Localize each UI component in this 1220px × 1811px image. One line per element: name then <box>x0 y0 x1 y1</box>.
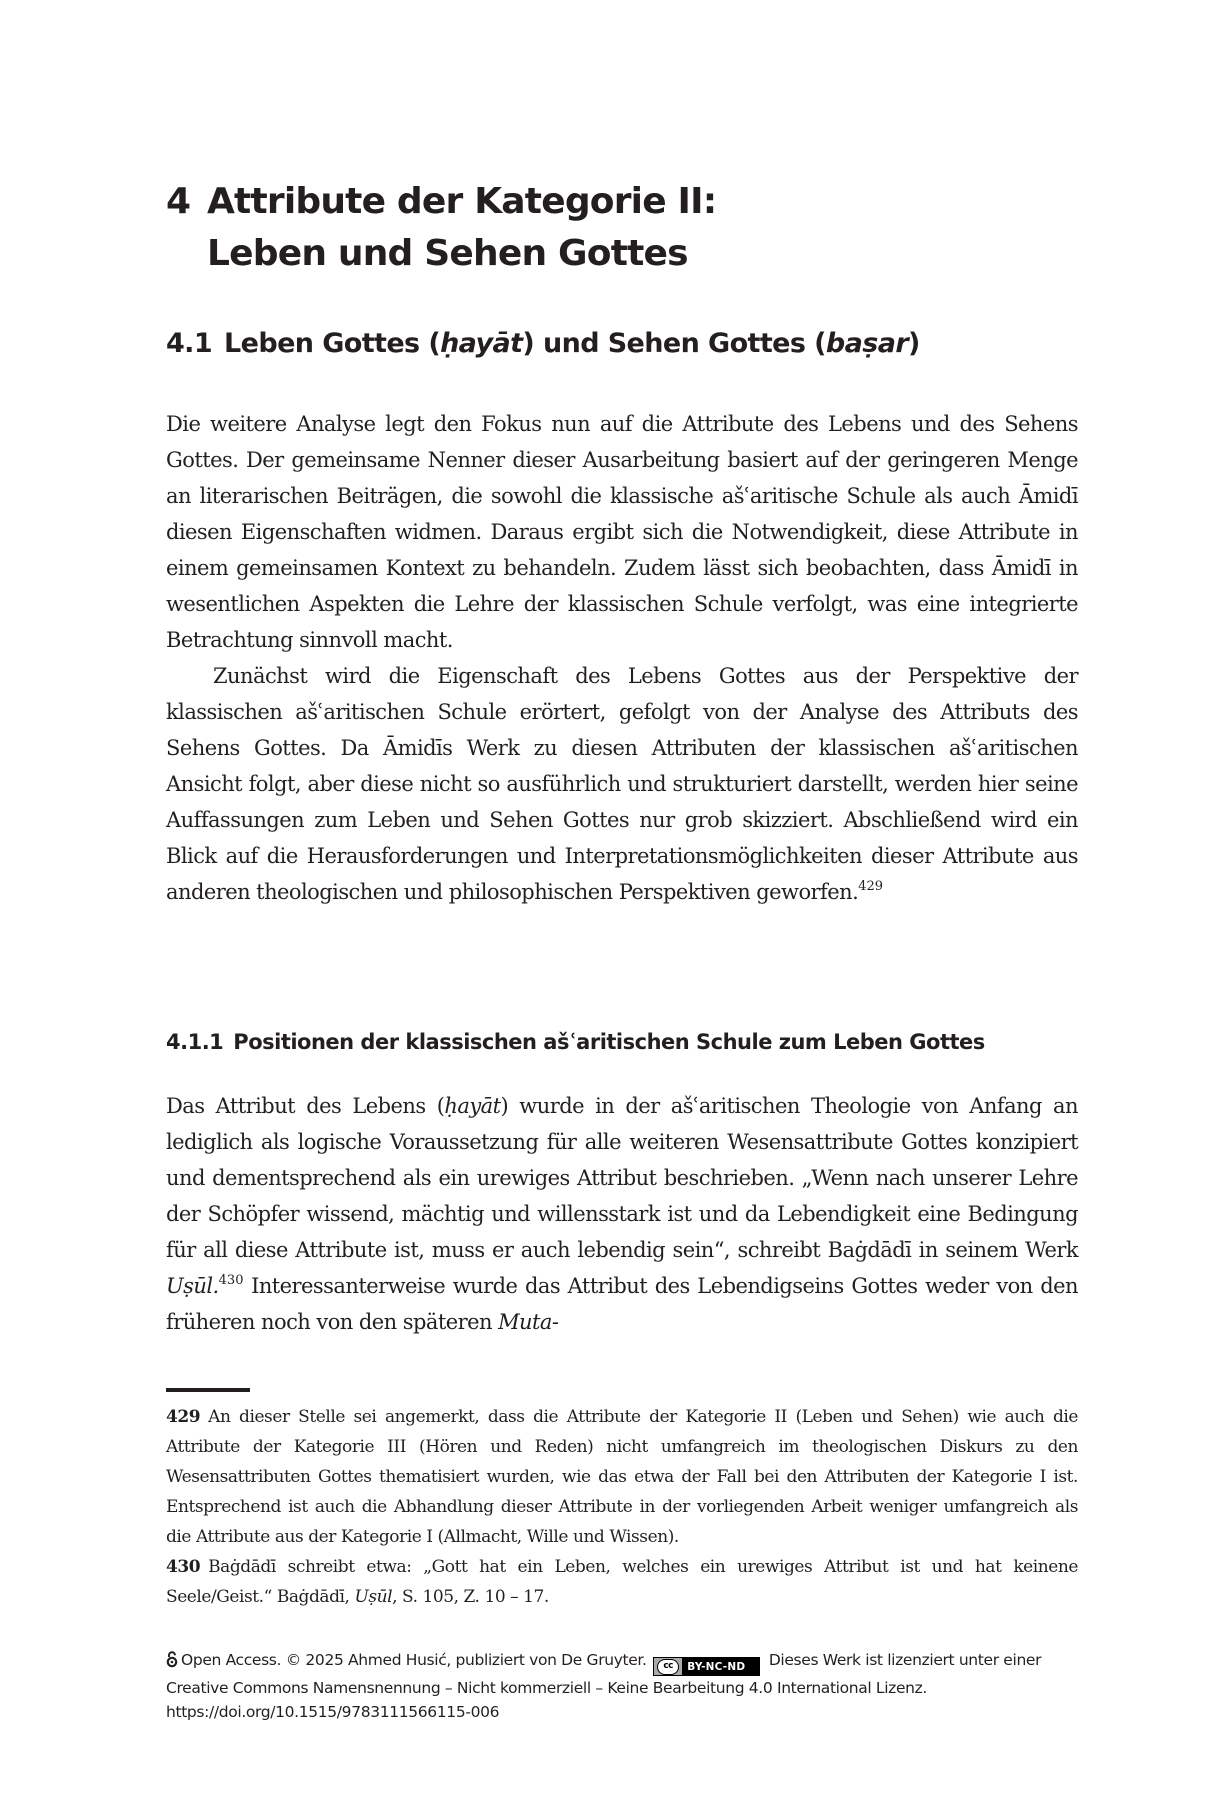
section-number: 4.1 <box>166 328 213 359</box>
footnote-429 <box>166 1402 1078 1552</box>
section-term-hayat: ḥayāt <box>440 328 523 359</box>
footnote-text: , S. 105, Z. 10 – 17. <box>392 1587 549 1607</box>
chapter-title-line1: Attribute der Kategorie II: <box>207 181 717 222</box>
section-title-text: ) und Sehen Gottes ( <box>522 328 826 359</box>
copyright-text: Open Access. © 2025 Ahmed Husić, publiziert von De Gruyter. <box>181 1651 647 1669</box>
chapter-number: 4 <box>166 181 191 222</box>
license-line-2: Creative Commons Namensnennung – Nicht kommerziell – Keine Bearbeitung 4.0 International Lizenz. <box>166 1679 927 1697</box>
term-hayat: ḥayāt <box>444 1094 501 1118</box>
intro-text <box>166 406 1078 910</box>
doi-link[interactable]: https://doi.org/10.1515/9783111566115-006 <box>166 1703 500 1721</box>
term-mutakallimun: Muta- <box>498 1310 559 1334</box>
footnote-ref-429[interactable]: 429 <box>858 879 884 894</box>
subsection-number: 4.1.1 <box>166 1030 224 1054</box>
license-line-1 <box>166 1648 1078 1676</box>
license-text: Dieses Werk ist lizenziert unter einer <box>768 1651 1042 1669</box>
intro-paragraph-2-text: Zunächst wird die Eigenschaft des Lebens Gottes aus der Perspektive der klassischen ašʿaritischen Schule erörtert, gefolgt von der Analyse des Attributs des Sehens Gottes. Da Āmidīs Werk zu diesen Attributen der klassischen ašʿaritischen Ansicht folgt, aber diese nicht so ausführlich und strukturiert darstellt, werden hier seine Auffassungen zum Leben und Sehen Gottes nur grob skizziert. Abschließend wird ein Blick auf die Herausforderungen und Interpretationsmöglichkeiten dieser Attribute aus anderen theologischen und philosophischen Perspektiven geworfen. <box>166 664 1078 904</box>
open-access-icon <box>166 1651 178 1675</box>
footnotes <box>166 1402 1078 1612</box>
section-title <box>166 326 920 362</box>
subsection-text <box>166 1088 1078 1340</box>
text-run: ) wurde in der ašʿaritischen Theologie von Anfang an lediglich als logische Voraussetzung für alle weiteren Wesensattribute Gottes konzipiert und dementsprechend als ein urewiges Attribut beschrieben. „Wenn nach unserer Lehre der Schöpfer wissend, mächtig und willensstark ist und da Lebendigkeit eine Bedingung für all diese Attribute ist, muss er auch lebendig sein“, schreibt Baġdādī in seinem Werk <box>166 1094 1078 1262</box>
cc-terms: BY-NC-ND <box>687 1660 746 1673</box>
footnote-430 <box>166 1552 1078 1612</box>
footnote-ref-430[interactable]: 430 <box>218 1273 244 1288</box>
intro-paragraph-2 <box>166 658 1078 910</box>
footnote-divider <box>166 1388 250 1392</box>
subsection-paragraph <box>166 1088 1078 1340</box>
work-title-usul: Uṣūl. <box>166 1274 219 1298</box>
cc-by-nc-nd-badge[interactable] <box>653 1657 760 1676</box>
footnote-number: 429 <box>166 1407 201 1427</box>
cc-icon: cc <box>657 1659 679 1675</box>
text-run: Das Attribut des Lebens ( <box>166 1094 445 1118</box>
footnote-number: 430 <box>166 1557 201 1577</box>
chapter-title-line2: Leben und Sehen Gottes <box>207 233 688 274</box>
license-notice <box>166 1648 1078 1724</box>
subsection-title <box>166 1028 985 1056</box>
subsection-title-text: Positionen der klassischen ašʿaritischen Schule zum Leben Gottes <box>233 1030 985 1054</box>
section-term-basar: baṣar <box>825 328 909 359</box>
chapter-title <box>166 176 716 280</box>
work-title-usul: Uṣūl <box>354 1587 393 1607</box>
text-run: Interessanterweise wurde das Attribut des Lebendigseins Gottes weder von den früheren noch von den späteren <box>166 1274 1078 1334</box>
footnote-text: An dieser Stelle sei angemerkt, dass die Attribute der Kategorie II (Leben und Sehen) wie auch die Attribute der Kategorie III (Hören und Reden) nicht umfangreich im theologischen Diskurs zu den Wesensattributen Gottes thematisiert wurden, wie das etwa der Fall bei den Attributen der Kategorie I ist. Entsprechend ist auch die Abhandlung dieser Attribute in der vorliegenden Arbeit weniger umfangreich als die Attribute aus der Kategorie I (Allmacht, Wille und Wissen). <box>166 1407 1078 1547</box>
section-title-text: ) <box>908 328 920 359</box>
intro-paragraph-1: Die weitere Analyse legt den Fokus nun auf die Attribute des Lebens und des Sehens Gottes. Der gemeinsame Nenner dieser Ausarbeitung basiert auf der geringeren Menge an literarischen Beiträgen, die sowohl die klassische ašʿaritische Schule als auch Āmidī diesen Eigenschaften widmen. Daraus ergibt sich die Notwendigkeit, diese Attribute in einem gemeinsamen Kontext zu behandeln. Zudem lässt sich beobachten, dass Āmidī in wesentlichen Aspekten die Lehre der klassischen Schule verfolgt, was eine integrierte Betrachtung sinnvoll macht. <box>166 412 1078 652</box>
footnote-text: Baġdādī schreibt etwa: „Gott hat ein Leben, welches ein urewiges Attribut ist und hat keinene Seele/Geist.“ Baġdādī, <box>166 1557 1078 1607</box>
section-title-text: Leben Gottes ( <box>224 328 441 359</box>
